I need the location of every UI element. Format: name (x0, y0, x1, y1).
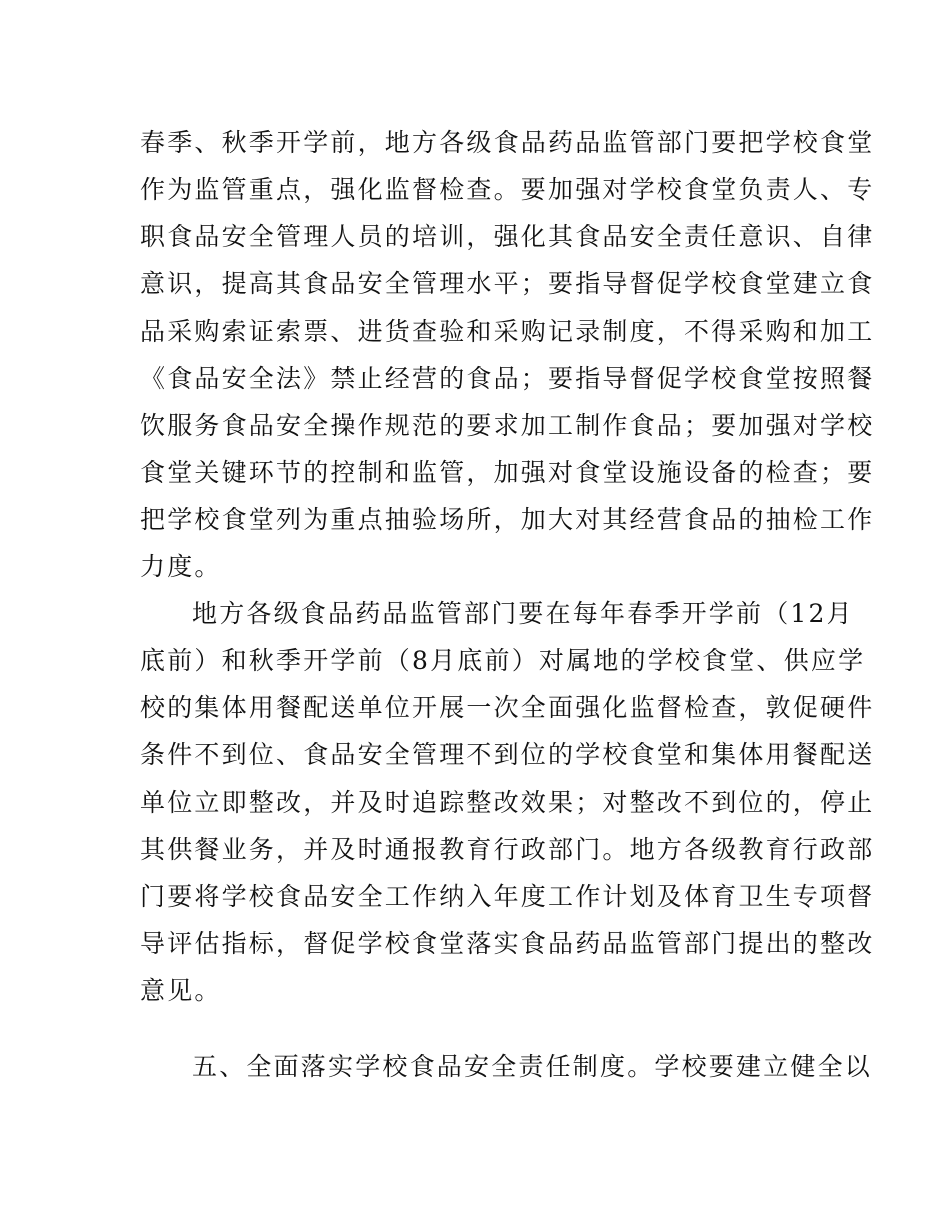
text-line: 意见。 (140, 976, 222, 1005)
section-heading-line: 五、全面落实学校食品安全责任制度。学校要建立健全以 (192, 1052, 873, 1081)
text-line: 把学校食堂列为重点抽验场所，加大对其经营食品的抽检工作 (140, 505, 875, 534)
text-line: 《食品安全法》禁止经营的食品；要指导督促学校食堂按照餐 (140, 364, 875, 393)
text-line: 春季、秋季开学前，地方各级食品药品监管部门要把学校食堂 (140, 128, 875, 157)
text-line: 导评估指标，督促学校食堂落实食品药品监管部门提出的整改 (140, 929, 875, 958)
text-line: 职食品安全管理人员的培训，强化其食品安全责任意识、自律 (140, 222, 875, 251)
text-line: 底前）和秋季开学前（8月底前）对属地的学校食堂、供应学 (140, 646, 866, 675)
text-line: 力度。 (140, 552, 222, 581)
text-line: 单位立即整改，并及时追踪整改效果；对整改不到位的，停止 (140, 788, 875, 817)
text-line: 意识，提高其食品安全管理水平；要指导督促学校食堂建立食 (140, 269, 875, 298)
text-line: 食堂关键环节的控制和监管，加强对食堂设施设备的检查；要 (140, 458, 875, 487)
text-line: 其供餐业务，并及时通报教育行政部门。地方各级教育行政部 (140, 835, 875, 864)
text-line: 条件不到位、食品安全管理不到位的学校食堂和集体用餐配送 (140, 740, 875, 769)
paragraph-first-line: 地方各级食品药品监管部门要在每年春季开学前（12月 (192, 599, 854, 628)
text-line: 门要将学校食品安全工作纳入年度工作计划及体育卫生专项督 (140, 882, 875, 911)
text-line: 作为监管重点，强化监督检查。要加强对学校食堂负责人、专 (140, 175, 875, 204)
text-line: 饮服务食品安全操作规范的要求加工制作食品；要加强对学校 (140, 411, 875, 440)
text-line: 品采购索证索票、进货查验和采购记录制度，不得采购和加工 (140, 317, 875, 346)
text-line: 校的集体用餐配送单位开展一次全面强化监督检查，敦促硬件 (140, 693, 875, 722)
